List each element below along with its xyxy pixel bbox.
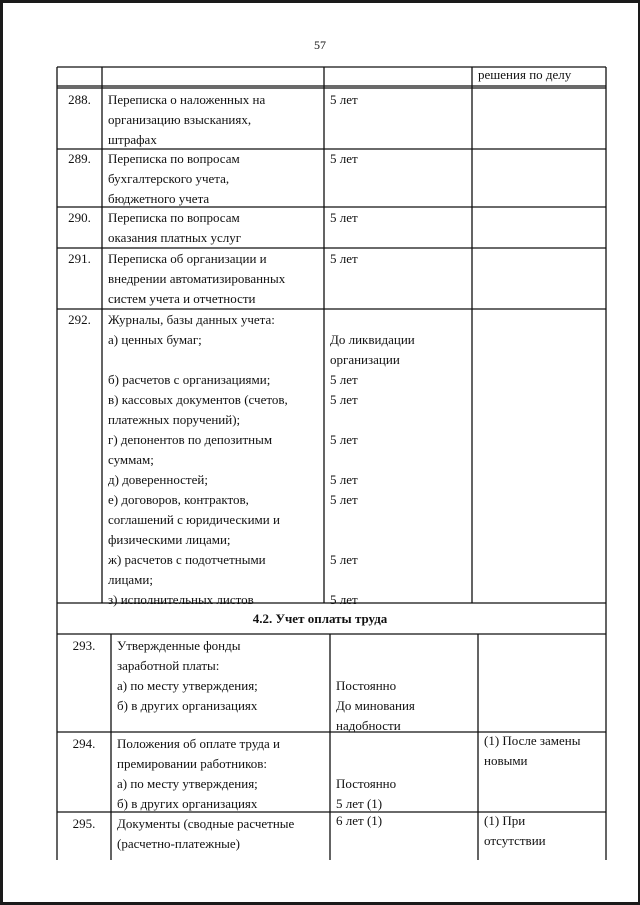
- row-293-number: 293.: [72, 638, 96, 653]
- row-289-number: 289.: [68, 151, 91, 166]
- row-291-number: 291.: [68, 251, 91, 266]
- row-294-number: 294.: [72, 736, 96, 751]
- row-292-period: До ликвидации организации 5 лет 5 лет 5 лет 5 лет 5 лет 5 лет 5 лет: [330, 332, 415, 607]
- row-295-note: (1) При отсутствии: [484, 813, 546, 848]
- row-294-period: Постоянно 5 лет (1): [336, 776, 397, 811]
- row-289-period: 5 лет: [330, 151, 358, 166]
- row-292-number: 292.: [68, 312, 91, 327]
- row-295-period: 6 лет (1): [336, 813, 383, 828]
- row-295-number: 295.: [72, 816, 96, 831]
- row-292-title: Журналы, базы данных учета: а) ценных бумаг; б) расчетов с организациями; в) кассовых документов (счетов, платежных поручений); г) депонентов по депозитным суммам; д) доверенностей; е) договоров, контрактов, соглашений с юридическими и физическими лицами; ж) расчетов с подотчетными лицами; з) исполнительных листов: [108, 312, 288, 607]
- row-294-note: (1) После замены новыми: [484, 733, 581, 768]
- row-290-period: 5 лет: [330, 210, 358, 225]
- row-293-period: Постоянно До минования надобности: [336, 678, 415, 733]
- page-number: 57: [314, 38, 326, 52]
- row-295-title: Документы (сводные расчетные (расчетно-платежные): [117, 816, 295, 851]
- row-289-title: Переписка по вопросам бухгалтерского учета, бюджетного учета: [108, 151, 240, 206]
- row-288-number: 288.: [68, 92, 91, 107]
- section-title: 4.2. Учет оплаты труда: [252, 611, 388, 626]
- row-294-title: Положения об оплате труда и премировании работников: а) по месту утверждения; б) в других организациях: [117, 736, 280, 811]
- row-290-title: Переписка по вопросам оказания платных услуг: [108, 210, 242, 245]
- header-note-cell: решения по делу: [478, 67, 572, 82]
- row-293-title: Утвержденные фонды заработной платы: а) по месту утверждения; б) в других организациях: [117, 638, 258, 713]
- row-290-number: 290.: [68, 210, 91, 225]
- row-288-period: 5 лет: [330, 92, 358, 107]
- row-291-title: Переписка об организации и внедрении автоматизированных систем учета и отчетности: [108, 251, 286, 306]
- row-291-period: 5 лет: [330, 251, 358, 266]
- row-288-title: Переписка о наложенных на организацию взысканиях, штрафах: [108, 92, 266, 147]
